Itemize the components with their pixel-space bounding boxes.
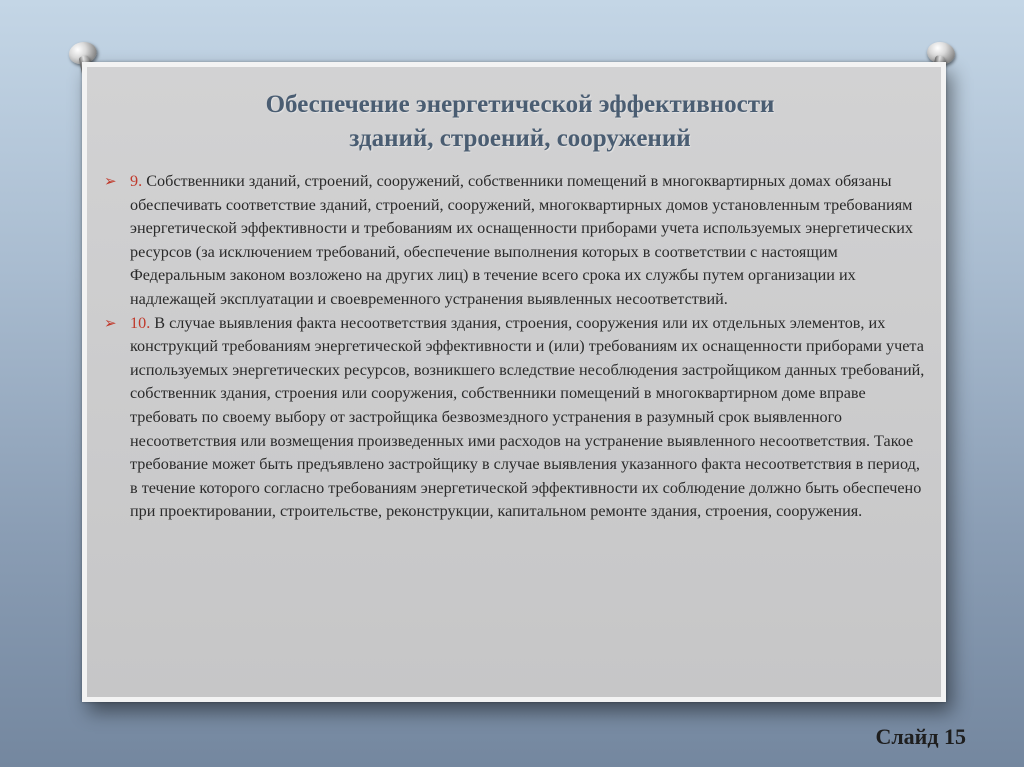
item-text: В случае выявления факта несоответствия здания, строения, сооружения или их отдельных элементов, их конструкций требованиям энергетической эффективности и (или) требованиям их оснащенности приборами учета используемых энергетических ресурсов, возникшего вследствие несоблюдения застройщиком данных требований, собственник здания, строения или сооружения, собственники помещений в многоквартирном доме вправе требовать по своему выбору от застройщика безвозмездного устранения в разумный срок выявленного несоответствия или возмещения произведенных ими расходов на устранение выявленного несоответствия. Такое требование может быть предъявлено застройщику в случае выявления указанного факта несоответствия в период, в течение которого согласно требованиям энергетической эффективности их соблюдение должно быть обеспечено при проектировании, строительстве, реконструкции, капитальном ремонте здания, строения, сооружения. [130, 313, 925, 521]
arrow-bullet-icon: ➢ [104, 172, 117, 190]
slide-number-label: Слайд 15 [875, 724, 966, 749]
list-item [104, 170, 930, 312]
item-text: Собственники зданий, строений, сооружений, собственники помещений в многоквартирных домах обязаны обеспечивать соответствие зданий, строений, сооружений, многоквартирных домов установленным требованиям энергетической эффективности и требованиям их оснащенности приборами учета используемых энергетических ресурсов (за исключением требований, обеспечение выполнения которых в соответствии с настоящим Федеральным законом возложено на других лиц) в течение всего срока их службы путем организации их надлежащей эксплуатации и своевременного устранения выявленных несоответствий. [130, 172, 914, 308]
list-item [104, 312, 930, 524]
arrow-bullet-icon: ➢ [104, 313, 117, 332]
slide-title-line-1: Обеспечение энергетической эффективности [265, 91, 775, 118]
item-number: 9. [130, 172, 143, 190]
slide-title-line-2: зданий, строений, сооружений [349, 125, 691, 152]
item-number: 10. [130, 313, 151, 332]
slide-title [120, 88, 920, 156]
slide-content [104, 170, 930, 524]
